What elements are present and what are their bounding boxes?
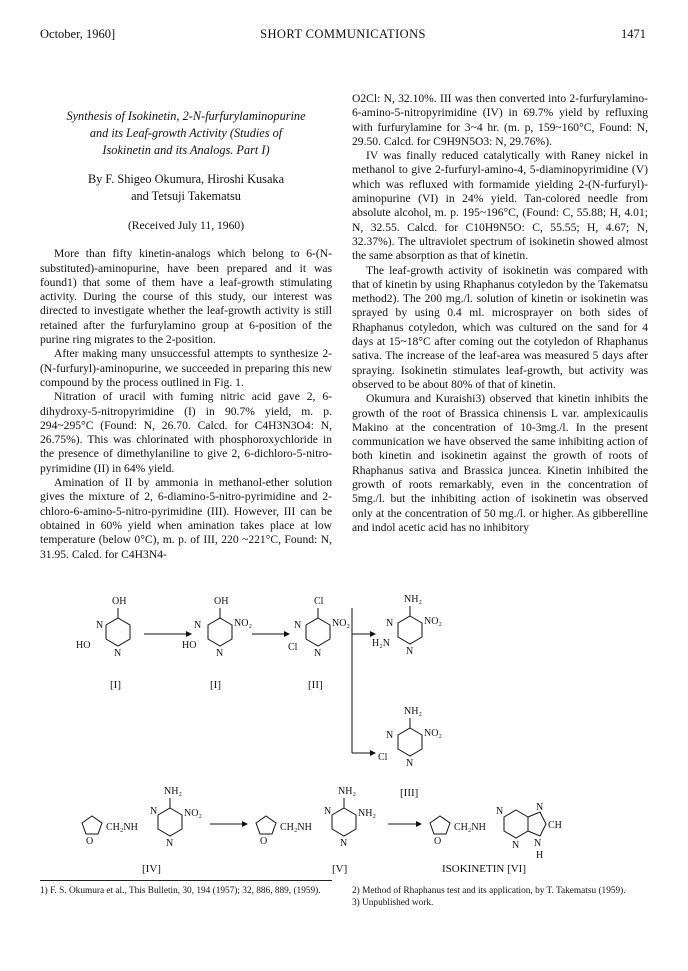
atom-label: HO xyxy=(182,640,197,651)
compound-label: [IV] xyxy=(142,863,161,875)
atom-label: CH₂NH xyxy=(106,822,138,833)
footnote-2: 2) Method of Rhaphanus test and its application, by T. Takematsu (1959). xyxy=(352,886,626,896)
compound-III xyxy=(378,706,442,799)
atom-label: HO xyxy=(76,640,91,651)
body-paragraph: More than fifty kinetin-analogs which belong to 6-(N-substituted)-aminopurine, have been prepared and it was found1) that some of them have a leaf-growth stimulating activity. During the course of this study, our interest was directed to investigate whether the leaf-growth activity is still retained after the furfurylamino group at 6-position of the purine ring migrates to the 2-position. xyxy=(40,247,332,347)
arrowhead xyxy=(370,631,376,637)
atom-label: NO₂ xyxy=(184,808,202,819)
atom-label: N xyxy=(406,646,414,657)
compound-IV xyxy=(82,786,202,875)
body-paragraph: Okumura and Kuraishi3) observed that kinetin inhibits the growth of the root of Brassica chinensis L var. amplexicaulis Makino at the concentration of 10-3mg./l. In the present communication we have observed the same inhibiting action of both kinetin and isokinetin against the growth of roots of Rhaphanus sativa and Brassica juncea. Kinetin inhibited the growth of roots remarkably, even in the concentration of 5mg./l. but the inhibiting action of isokinetin was observed only at the concentration of 50 mg./l. or higher. As gibberelline and indol acetic acid has no inhibitory xyxy=(352,392,648,534)
reaction-scheme xyxy=(70,588,630,888)
compound-label: [III] xyxy=(400,787,419,799)
atom-label: N xyxy=(340,838,348,849)
atom-label: N xyxy=(150,806,158,817)
atom-label: O xyxy=(434,836,442,847)
atom-label: OH xyxy=(112,596,127,607)
arrowhead xyxy=(284,631,290,637)
arrowhead xyxy=(242,821,248,827)
atom-label: Cl xyxy=(314,596,324,607)
atom-label: NH₂ xyxy=(164,786,182,797)
footnote-3: 3) Unpublished work. xyxy=(352,898,434,908)
atom-label: N xyxy=(512,840,520,851)
compound-label: [I] xyxy=(110,679,121,691)
atom-label: N xyxy=(216,648,224,659)
atom-label: N xyxy=(406,758,414,769)
atom-label: N xyxy=(386,618,394,629)
atom-label: N xyxy=(96,620,104,631)
atom-label: NO₂ xyxy=(424,728,442,739)
running-header xyxy=(40,27,646,43)
atom-label: Cl xyxy=(378,752,388,763)
atom-label: N xyxy=(314,648,322,659)
footnote-rule xyxy=(40,880,332,881)
authors-line: By F. Shigeo Okumura, Hiroshi Kusaka xyxy=(87,172,285,186)
atom-label: H₂N xyxy=(372,638,390,649)
body-paragraph: After making many unsuccessful attempts to synthesize 2-(N-furfuryl)-aminopurine, we succeeded in preparing this new compound by the process outlined in Fig. 1. xyxy=(40,347,332,389)
atom-label: CH₂NH xyxy=(454,822,486,833)
left-column xyxy=(40,90,332,562)
arrowhead xyxy=(416,821,422,827)
body-paragraph: IV was finally reduced catalytically with Raney nickel in methanol to give 2-furfuryl-amino-4, 5-diaminopyrimidine (V) which was refluxed with formamide yielding 2-(N-furfuryl)-aminopurine (VI) in 24% yield. Tan-colored needle from absolute alcohol, m. p. 195~196°C, (Found: C, 55.88; H, 4.01; N, 32.55. Calcd. for C10H9N5O: C, 55.55; H, 4.67; N, 32.37%). The ultraviolet spectrum of isokinetin showed almost the same absorption as that of kinetin. xyxy=(352,149,648,263)
header-section: SHORT COMMUNICATIONS xyxy=(260,27,426,41)
body-paragraph: Nitration of uracil with fuming nitric acid gave 2, 6-dihydroxy-5-nitropyrimidine (I) in 90.7% yield, m. p. 294~295°C (Found: N, 26.70. Calcd. for C4H3N3O4: N, 26.75%). This was chlorinated with phosphoroxychloride in the presence of dimethylaniline to give 2, 6-dichloro-5-nitro-pyrimidine (II) in 64% yield. xyxy=(40,390,332,475)
right-column xyxy=(352,92,648,535)
arrowhead xyxy=(370,750,376,756)
atom-label: N xyxy=(534,838,542,849)
footnotes-right xyxy=(352,885,648,909)
atom-label: O xyxy=(260,836,268,847)
header-date: October, 1960] xyxy=(40,27,116,41)
compound-label: [V] xyxy=(332,863,348,875)
body-paragraph: Amination of II by ammonia in methanol-ether solution gives the mixture of 2, 6-diamino-5-nitro-pyrimidine and 2-chloro-6-amino-5-nitro-pyrimidine (III). However, III can be obtained in 60% yield when amination takes place at low temperature (below 0°C), m. p. of III, 220 ~221°C, Found: N, 31.95. Calcd. for C4H3N4- xyxy=(40,476,332,561)
atom-label: N xyxy=(386,730,394,741)
article-title xyxy=(40,108,332,159)
atom-label: OH xyxy=(214,596,229,607)
atom-label: NO₂ xyxy=(234,618,252,629)
compound-label: [II] xyxy=(308,679,323,691)
compound-label: [I] xyxy=(210,679,221,691)
atom-label: NH₂ xyxy=(358,808,376,819)
compound-V xyxy=(256,786,376,875)
compound-label: ISOKINETIN [VI] xyxy=(442,863,527,875)
atom-label: CH xyxy=(548,820,562,831)
received-date: (Received July 11, 1960) xyxy=(127,219,245,232)
atom-label: N xyxy=(496,806,504,817)
atom-label: H xyxy=(536,850,544,861)
atom-label: N xyxy=(114,648,122,659)
footnote-1: 1) F. S. Okumura et al., This Bulletin, 30, 194 (1957); 32, 886, 889, (1959). xyxy=(40,886,321,896)
article-authors xyxy=(40,171,332,205)
atom-label: NH₂ xyxy=(404,706,422,717)
atom-label: NO₂ xyxy=(424,616,442,627)
atom-label: CH₂NH xyxy=(280,822,312,833)
compound-II xyxy=(288,596,350,691)
compound-I xyxy=(76,596,130,691)
compound-VI-isokinetin xyxy=(430,802,562,875)
body-paragraph: O2Cl: N, 32.10%. III was then converted into 2-furfurylamino-6-amino-5-nitropyrimidine (IV) in 69.7% yield by refluxing with furfurylamine for 3~4 hr. (m. p, 159~160°C, Found: N, 29.50. Calcd. for C9H9N5O3: N, 29.76%). xyxy=(352,92,648,148)
atom-label: N xyxy=(194,620,202,631)
atom-label: N xyxy=(166,838,174,849)
body-paragraph: The leaf-growth activity of isokinetin was compared with that of kinetin by using Rhaphanus cotyledon by the Takematsu method2). The 200 mg./l. solution of kinetin or isokinetin was sprayed by using 0.4 ml. microsprayer on both sides of Rhaphanus cotyledon, which was cultured on the sand for 4 days at 15~18°C after coming out the cotyledon of Rhaphanus sativa. The increase of the leaf-area was measured 5 days after spraying. Isokinetin stimulates leaf-growth, but activity was observed to be about 80% of that of kinetin. xyxy=(352,263,648,391)
title-line: Isokinetin and its Analogs. Part I) xyxy=(102,143,270,157)
atom-label: NH₂ xyxy=(338,786,356,797)
atom-label: N xyxy=(294,620,302,631)
atom-label: O xyxy=(86,836,94,847)
authors-line: and Tetsuji Takematsu xyxy=(131,189,241,203)
atom-label: NO₂ xyxy=(332,618,350,629)
atom-label: NH₂ xyxy=(404,594,422,605)
compound-II-a xyxy=(182,596,252,691)
atom-label: Cl xyxy=(288,642,298,653)
header-page-number: 1471 xyxy=(621,27,646,41)
atom-label: N xyxy=(536,802,544,813)
title-line: and its Leaf-growth Activity (Studies of xyxy=(89,126,283,140)
title-line: Synthesis of Isokinetin, 2-N-furfurylaminopurine xyxy=(66,109,306,123)
compound-diamino xyxy=(372,594,442,657)
reaction-scheme-svg xyxy=(70,588,630,888)
arrowhead xyxy=(186,631,192,637)
atom-label: N xyxy=(324,806,332,817)
